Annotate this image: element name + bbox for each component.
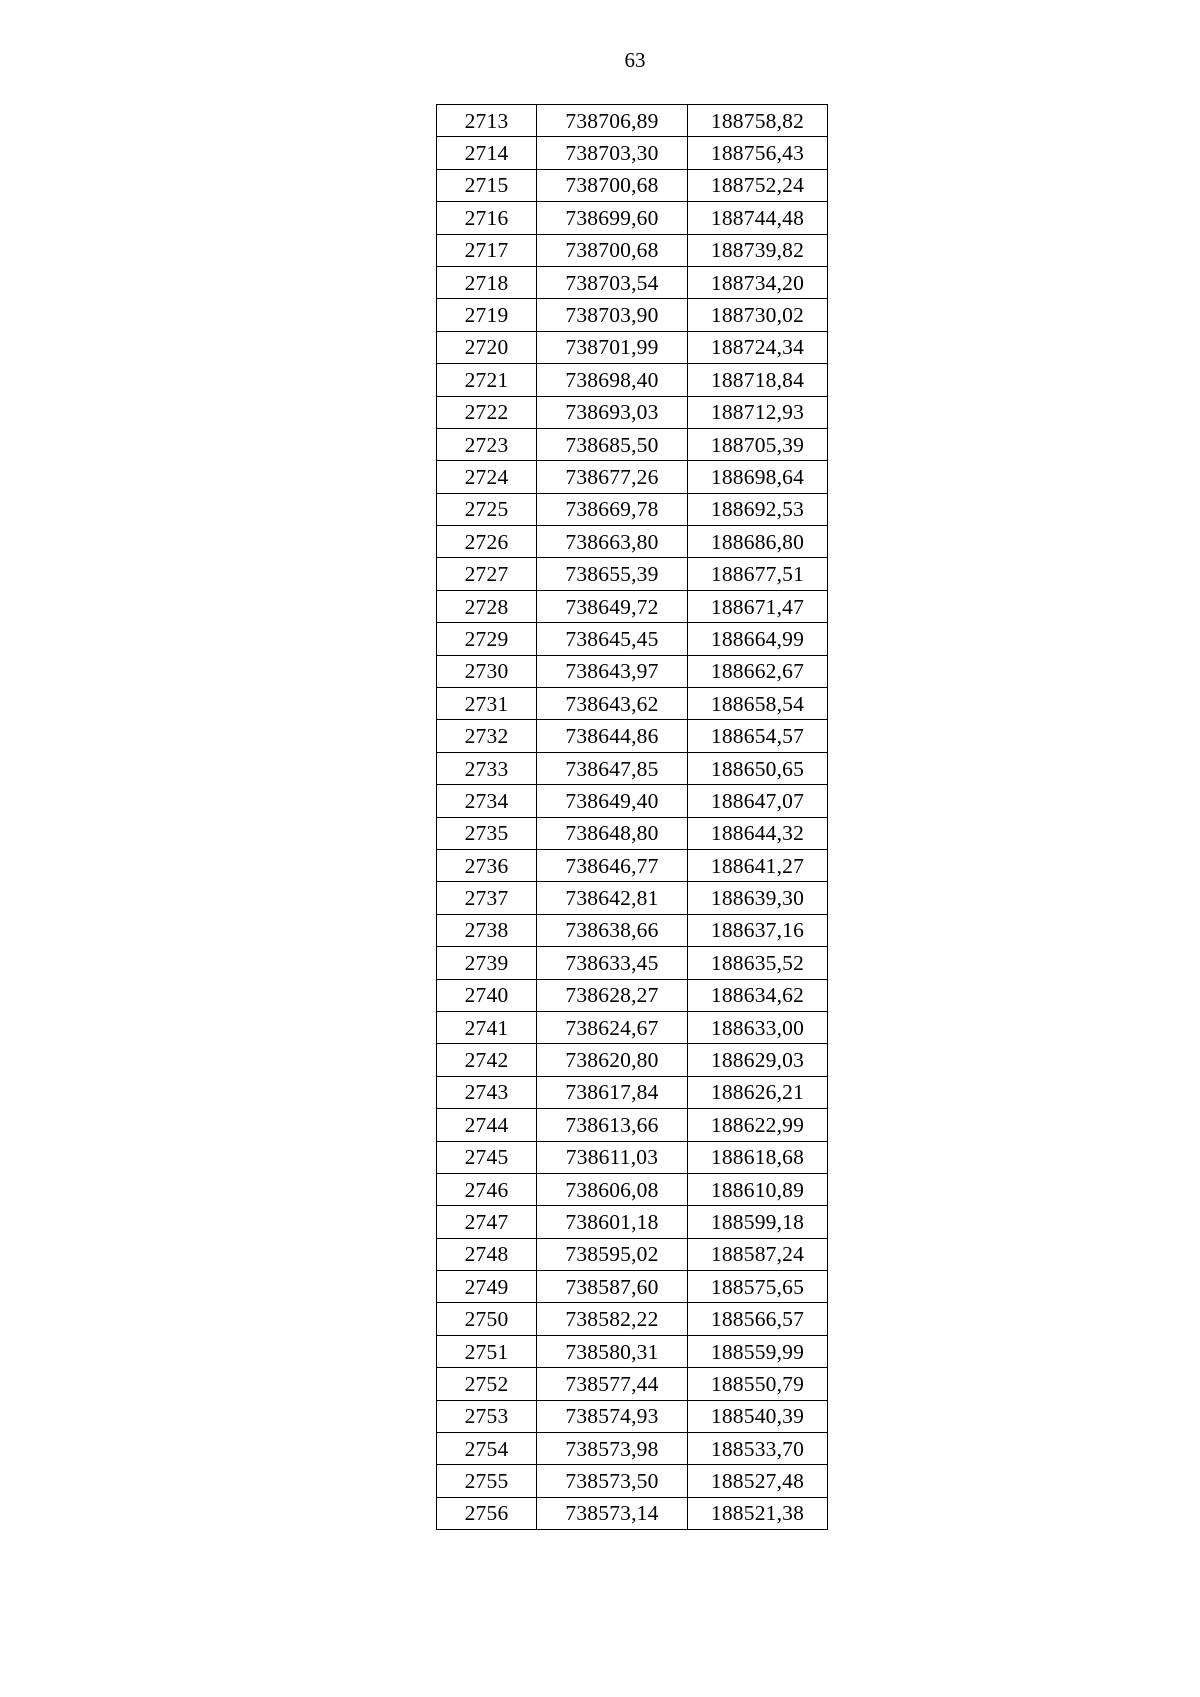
table-row bbox=[437, 364, 828, 396]
table-row bbox=[437, 979, 828, 1011]
y-coordinate-cell: 188654,57 bbox=[688, 720, 828, 752]
point-number-cell: 2713 bbox=[437, 105, 537, 137]
table-row bbox=[437, 1465, 828, 1497]
x-coordinate-cell: 738648,80 bbox=[537, 817, 688, 849]
y-coordinate-cell: 188724,34 bbox=[688, 331, 828, 363]
table-row bbox=[437, 493, 828, 525]
x-coordinate-cell: 738700,68 bbox=[537, 234, 688, 266]
y-coordinate-cell: 188644,32 bbox=[688, 817, 828, 849]
point-number-cell: 2719 bbox=[437, 299, 537, 331]
point-number-cell: 2724 bbox=[437, 461, 537, 493]
point-number-cell: 2718 bbox=[437, 266, 537, 298]
x-coordinate-cell: 738706,89 bbox=[537, 105, 688, 137]
table-row bbox=[437, 849, 828, 881]
y-coordinate-cell: 188587,24 bbox=[688, 1238, 828, 1270]
point-number-cell: 2748 bbox=[437, 1238, 537, 1270]
y-coordinate-cell: 188712,93 bbox=[688, 396, 828, 428]
point-number-cell: 2732 bbox=[437, 720, 537, 752]
table-row bbox=[437, 1400, 828, 1432]
x-coordinate-cell: 738624,67 bbox=[537, 1011, 688, 1043]
table-row bbox=[437, 785, 828, 817]
y-coordinate-cell: 188635,52 bbox=[688, 947, 828, 979]
table-row bbox=[437, 526, 828, 558]
point-number-cell: 2755 bbox=[437, 1465, 537, 1497]
table-row bbox=[437, 202, 828, 234]
x-coordinate-cell: 738645,45 bbox=[537, 623, 688, 655]
y-coordinate-cell: 188758,82 bbox=[688, 105, 828, 137]
table-row bbox=[437, 1271, 828, 1303]
y-coordinate-cell: 188686,80 bbox=[688, 526, 828, 558]
point-number-cell: 2743 bbox=[437, 1076, 537, 1108]
x-coordinate-cell: 738628,27 bbox=[537, 979, 688, 1011]
point-number-cell: 2739 bbox=[437, 947, 537, 979]
point-number-cell: 2751 bbox=[437, 1335, 537, 1367]
y-coordinate-cell: 188521,38 bbox=[688, 1497, 828, 1529]
point-number-cell: 2756 bbox=[437, 1497, 537, 1529]
x-coordinate-cell: 738655,39 bbox=[537, 558, 688, 590]
x-coordinate-cell: 738611,03 bbox=[537, 1141, 688, 1173]
point-number-cell: 2737 bbox=[437, 882, 537, 914]
point-number-cell: 2734 bbox=[437, 785, 537, 817]
point-number-cell: 2746 bbox=[437, 1173, 537, 1205]
x-coordinate-cell: 738643,97 bbox=[537, 655, 688, 687]
table-row bbox=[437, 105, 828, 137]
point-number-cell: 2715 bbox=[437, 169, 537, 201]
point-number-cell: 2726 bbox=[437, 526, 537, 558]
y-coordinate-cell: 188599,18 bbox=[688, 1206, 828, 1238]
table-row bbox=[437, 1433, 828, 1465]
point-number-cell: 2747 bbox=[437, 1206, 537, 1238]
y-coordinate-cell: 188626,21 bbox=[688, 1076, 828, 1108]
x-coordinate-cell: 738573,98 bbox=[537, 1433, 688, 1465]
point-number-cell: 2728 bbox=[437, 590, 537, 622]
coordinates-table-body bbox=[437, 105, 828, 1530]
point-number-cell: 2745 bbox=[437, 1141, 537, 1173]
point-number-cell: 2750 bbox=[437, 1303, 537, 1335]
point-number-cell: 2723 bbox=[437, 428, 537, 460]
point-number-cell: 2752 bbox=[437, 1368, 537, 1400]
point-number-cell: 2744 bbox=[437, 1109, 537, 1141]
table-row bbox=[437, 1497, 828, 1529]
y-coordinate-cell: 188540,39 bbox=[688, 1400, 828, 1432]
table-row bbox=[437, 137, 828, 169]
y-coordinate-cell: 188677,51 bbox=[688, 558, 828, 590]
x-coordinate-cell: 738613,66 bbox=[537, 1109, 688, 1141]
table-row bbox=[437, 1303, 828, 1335]
x-coordinate-cell: 738703,90 bbox=[537, 299, 688, 331]
table-row bbox=[437, 234, 828, 266]
x-coordinate-cell: 738700,68 bbox=[537, 169, 688, 201]
table-row bbox=[437, 1109, 828, 1141]
y-coordinate-cell: 188752,24 bbox=[688, 169, 828, 201]
point-number-cell: 2714 bbox=[437, 137, 537, 169]
x-coordinate-cell: 738703,54 bbox=[537, 266, 688, 298]
point-number-cell: 2742 bbox=[437, 1044, 537, 1076]
point-number-cell: 2729 bbox=[437, 623, 537, 655]
table-row bbox=[437, 947, 828, 979]
table-row bbox=[437, 1011, 828, 1043]
point-number-cell: 2731 bbox=[437, 688, 537, 720]
y-coordinate-cell: 188718,84 bbox=[688, 364, 828, 396]
x-coordinate-cell: 738669,78 bbox=[537, 493, 688, 525]
page-number: 63 bbox=[624, 48, 646, 72]
y-coordinate-cell: 188527,48 bbox=[688, 1465, 828, 1497]
x-coordinate-cell: 738574,93 bbox=[537, 1400, 688, 1432]
point-number-cell: 2735 bbox=[437, 817, 537, 849]
y-coordinate-cell: 188639,30 bbox=[688, 882, 828, 914]
y-coordinate-cell: 188634,62 bbox=[688, 979, 828, 1011]
y-coordinate-cell: 188633,00 bbox=[688, 1011, 828, 1043]
y-coordinate-cell: 188610,89 bbox=[688, 1173, 828, 1205]
y-coordinate-cell: 188618,68 bbox=[688, 1141, 828, 1173]
y-coordinate-cell: 188566,57 bbox=[688, 1303, 828, 1335]
x-coordinate-cell: 738642,81 bbox=[537, 882, 688, 914]
table-row bbox=[437, 590, 828, 622]
x-coordinate-cell: 738582,22 bbox=[537, 1303, 688, 1335]
y-coordinate-cell: 188692,53 bbox=[688, 493, 828, 525]
x-coordinate-cell: 738698,40 bbox=[537, 364, 688, 396]
x-coordinate-cell: 738587,60 bbox=[537, 1271, 688, 1303]
table-row bbox=[437, 817, 828, 849]
y-coordinate-cell: 188664,99 bbox=[688, 623, 828, 655]
table-row bbox=[437, 623, 828, 655]
table-row bbox=[437, 266, 828, 298]
table-row bbox=[437, 331, 828, 363]
y-coordinate-cell: 188647,07 bbox=[688, 785, 828, 817]
table-row bbox=[437, 1173, 828, 1205]
point-number-cell: 2738 bbox=[437, 914, 537, 946]
table-row bbox=[437, 428, 828, 460]
table-row bbox=[437, 1044, 828, 1076]
point-number-cell: 2749 bbox=[437, 1271, 537, 1303]
x-coordinate-cell: 738573,14 bbox=[537, 1497, 688, 1529]
y-coordinate-cell: 188575,65 bbox=[688, 1271, 828, 1303]
y-coordinate-cell: 188629,03 bbox=[688, 1044, 828, 1076]
y-coordinate-cell: 188658,54 bbox=[688, 688, 828, 720]
table-row bbox=[437, 1076, 828, 1108]
x-coordinate-cell: 738649,40 bbox=[537, 785, 688, 817]
x-coordinate-cell: 738647,85 bbox=[537, 752, 688, 784]
point-number-cell: 2721 bbox=[437, 364, 537, 396]
point-number-cell: 2736 bbox=[437, 849, 537, 881]
x-coordinate-cell: 738595,02 bbox=[537, 1238, 688, 1270]
x-coordinate-cell: 738580,31 bbox=[537, 1335, 688, 1367]
point-number-cell: 2740 bbox=[437, 979, 537, 1011]
y-coordinate-cell: 188756,43 bbox=[688, 137, 828, 169]
y-coordinate-cell: 188734,20 bbox=[688, 266, 828, 298]
x-coordinate-cell: 738701,99 bbox=[537, 331, 688, 363]
coordinates-table bbox=[436, 104, 828, 1530]
table-row bbox=[437, 1368, 828, 1400]
x-coordinate-cell: 738663,80 bbox=[537, 526, 688, 558]
x-coordinate-cell: 738620,80 bbox=[537, 1044, 688, 1076]
point-number-cell: 2741 bbox=[437, 1011, 537, 1043]
y-coordinate-cell: 188671,47 bbox=[688, 590, 828, 622]
point-number-cell: 2717 bbox=[437, 234, 537, 266]
x-coordinate-cell: 738703,30 bbox=[537, 137, 688, 169]
y-coordinate-cell: 188637,16 bbox=[688, 914, 828, 946]
y-coordinate-cell: 188622,99 bbox=[688, 1109, 828, 1141]
point-number-cell: 2720 bbox=[437, 331, 537, 363]
x-coordinate-cell: 738633,45 bbox=[537, 947, 688, 979]
point-number-cell: 2730 bbox=[437, 655, 537, 687]
table-row bbox=[437, 882, 828, 914]
x-coordinate-cell: 738601,18 bbox=[537, 1206, 688, 1238]
table-row bbox=[437, 1335, 828, 1367]
y-coordinate-cell: 188533,70 bbox=[688, 1433, 828, 1465]
y-coordinate-cell: 188662,67 bbox=[688, 655, 828, 687]
table-row bbox=[437, 1141, 828, 1173]
x-coordinate-cell: 738617,84 bbox=[537, 1076, 688, 1108]
x-coordinate-cell: 738606,08 bbox=[537, 1173, 688, 1205]
y-coordinate-cell: 188559,99 bbox=[688, 1335, 828, 1367]
table-row bbox=[437, 299, 828, 331]
point-number-cell: 2753 bbox=[437, 1400, 537, 1432]
x-coordinate-cell: 738638,66 bbox=[537, 914, 688, 946]
y-coordinate-cell: 188650,65 bbox=[688, 752, 828, 784]
table-row bbox=[437, 655, 828, 687]
y-coordinate-cell: 188739,82 bbox=[688, 234, 828, 266]
x-coordinate-cell: 738677,26 bbox=[537, 461, 688, 493]
x-coordinate-cell: 738646,77 bbox=[537, 849, 688, 881]
x-coordinate-cell: 738644,86 bbox=[537, 720, 688, 752]
y-coordinate-cell: 188705,39 bbox=[688, 428, 828, 460]
point-number-cell: 2716 bbox=[437, 202, 537, 234]
table-row bbox=[437, 720, 828, 752]
x-coordinate-cell: 738685,50 bbox=[537, 428, 688, 460]
point-number-cell: 2733 bbox=[437, 752, 537, 784]
x-coordinate-cell: 738693,03 bbox=[537, 396, 688, 428]
table-row bbox=[437, 396, 828, 428]
x-coordinate-cell: 738573,50 bbox=[537, 1465, 688, 1497]
x-coordinate-cell: 738649,72 bbox=[537, 590, 688, 622]
x-coordinate-cell: 738577,44 bbox=[537, 1368, 688, 1400]
table-row bbox=[437, 558, 828, 590]
table-row bbox=[437, 1238, 828, 1270]
y-coordinate-cell: 188698,64 bbox=[688, 461, 828, 493]
y-coordinate-cell: 188550,79 bbox=[688, 1368, 828, 1400]
y-coordinate-cell: 188744,48 bbox=[688, 202, 828, 234]
point-number-cell: 2725 bbox=[437, 493, 537, 525]
table-row bbox=[437, 461, 828, 493]
table-row bbox=[437, 169, 828, 201]
y-coordinate-cell: 188730,02 bbox=[688, 299, 828, 331]
x-coordinate-cell: 738643,62 bbox=[537, 688, 688, 720]
table-row bbox=[437, 914, 828, 946]
point-number-cell: 2754 bbox=[437, 1433, 537, 1465]
point-number-cell: 2727 bbox=[437, 558, 537, 590]
point-number-cell: 2722 bbox=[437, 396, 537, 428]
table-row bbox=[437, 688, 828, 720]
table-row bbox=[437, 1206, 828, 1238]
table-row bbox=[437, 752, 828, 784]
y-coordinate-cell: 188641,27 bbox=[688, 849, 828, 881]
x-coordinate-cell: 738699,60 bbox=[537, 202, 688, 234]
